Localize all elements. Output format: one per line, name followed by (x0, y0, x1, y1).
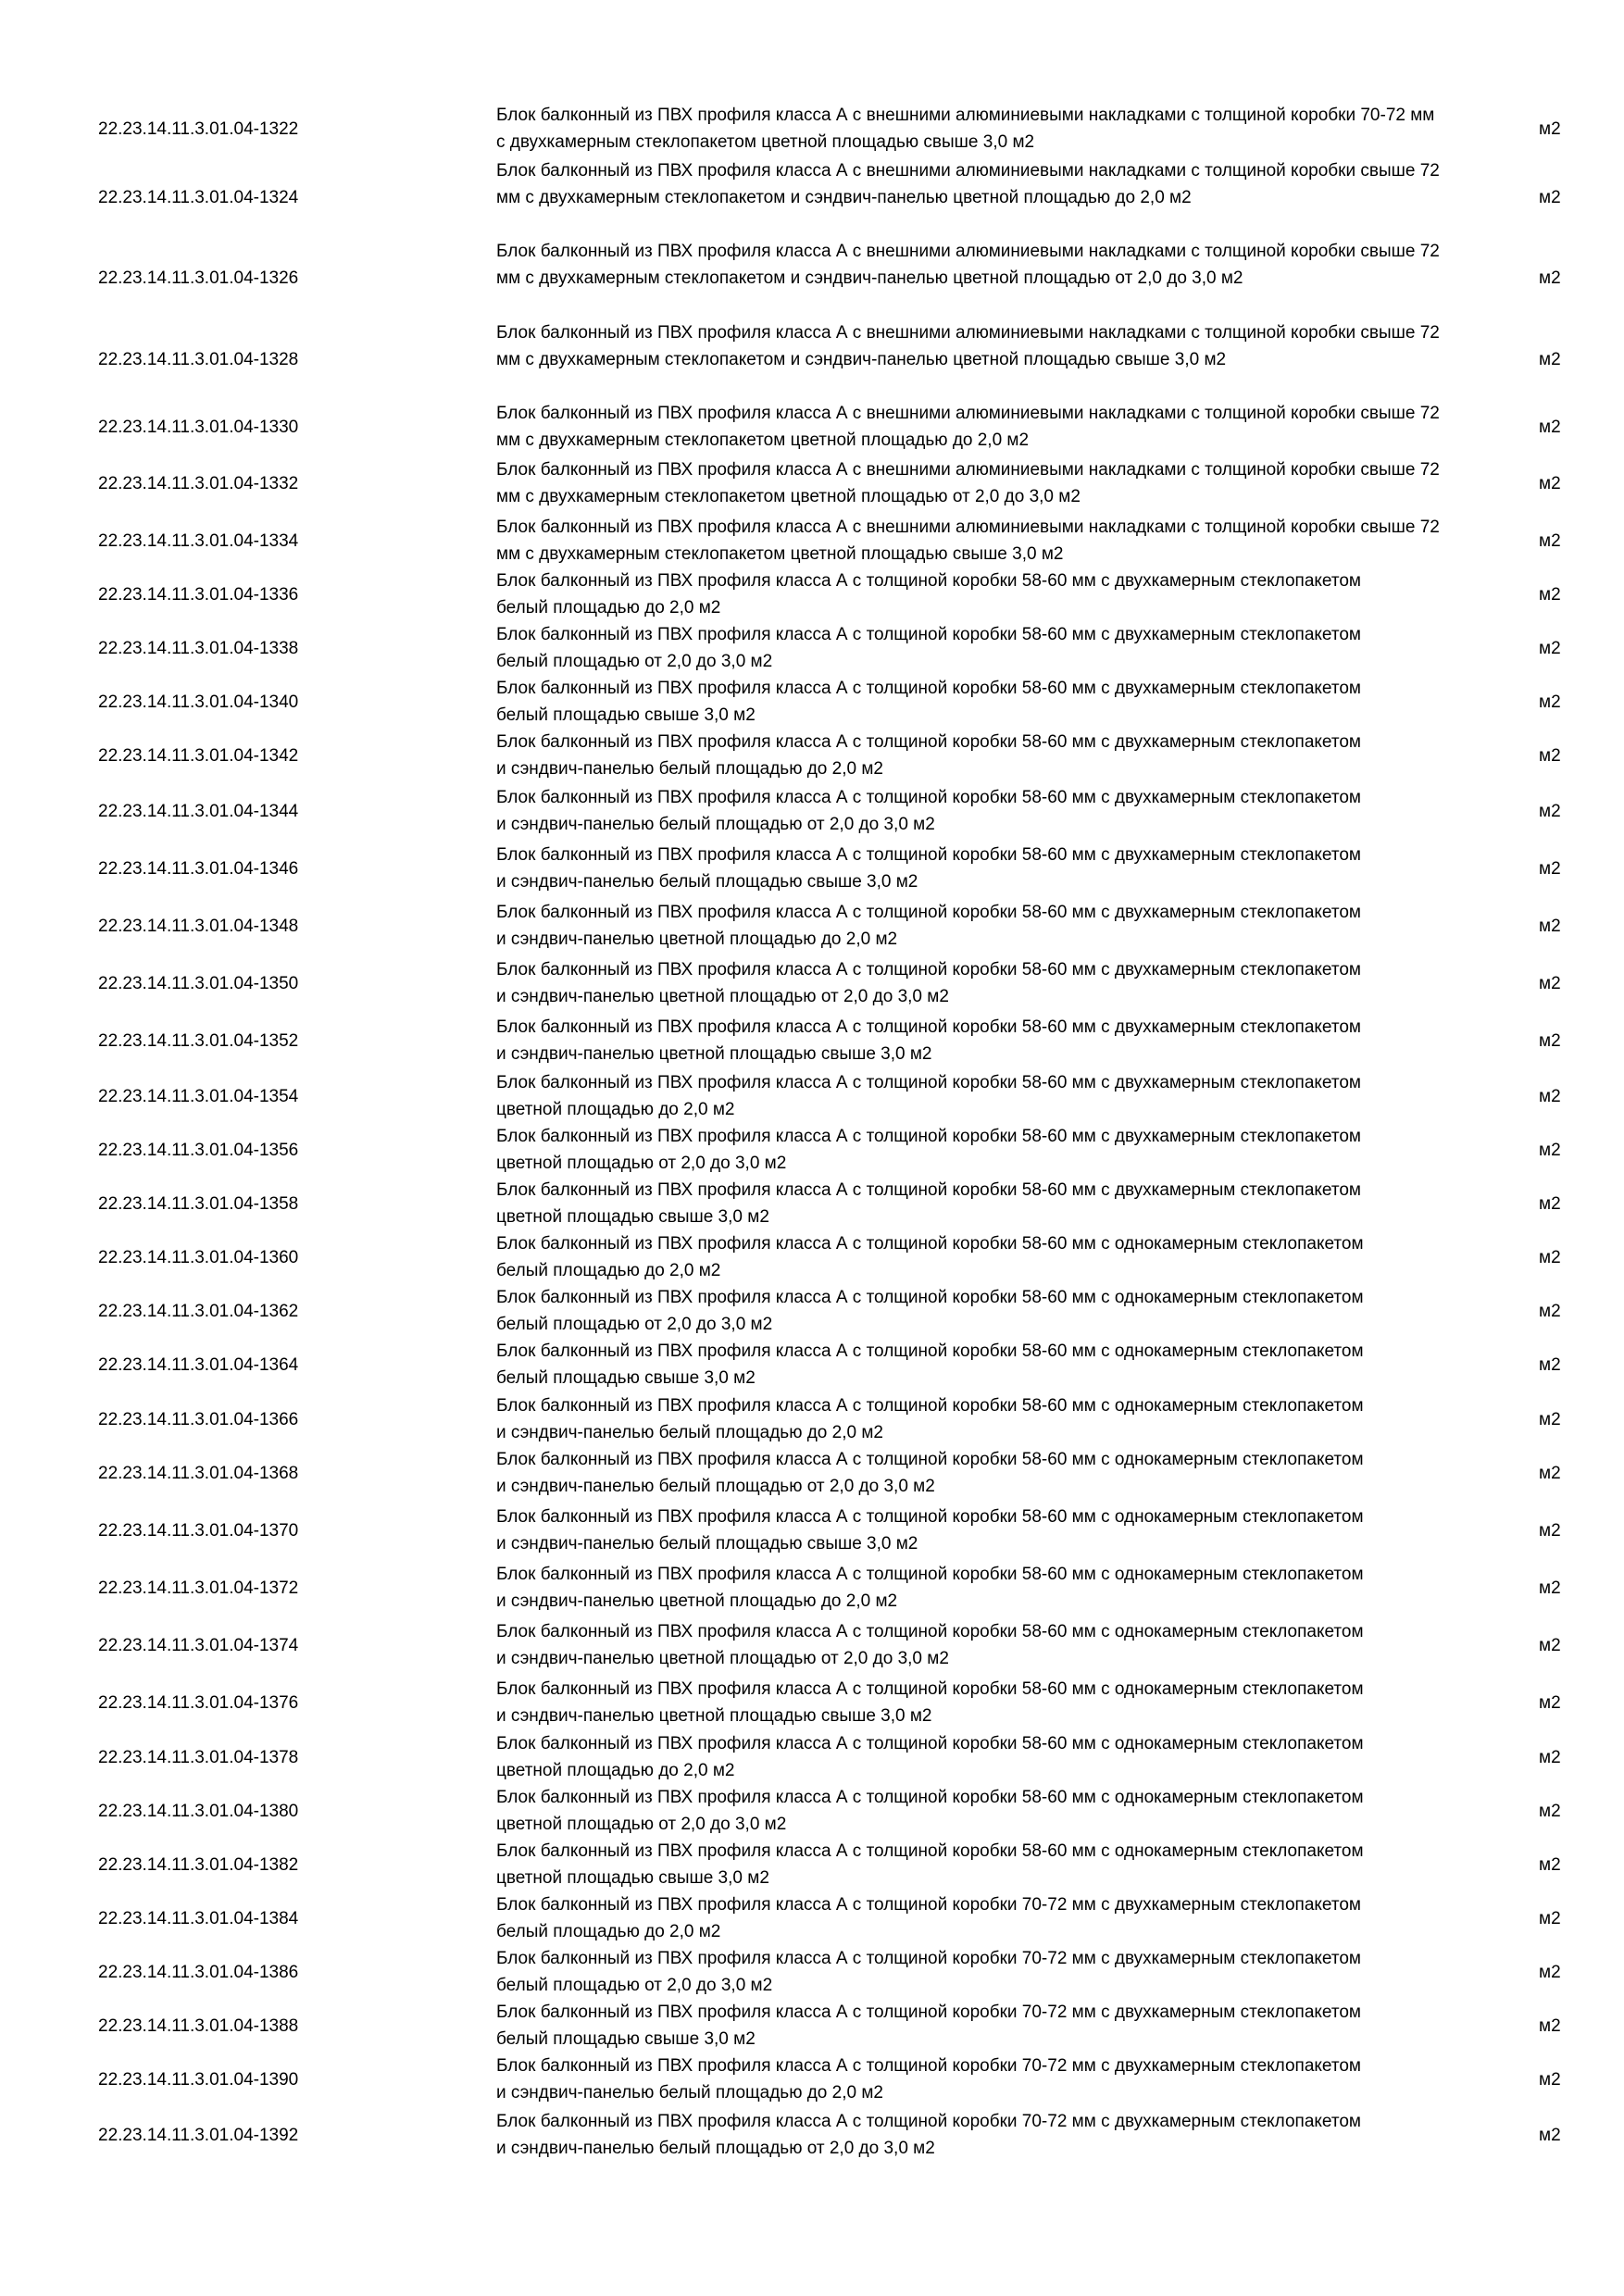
row-unit: м2 (1539, 746, 1561, 766)
row-unit: м2 (1539, 418, 1561, 437)
table-row (0, 1676, 1624, 1728)
table-row (0, 899, 1624, 952)
row-unit: м2 (1539, 188, 1561, 207)
row-unit: м2 (1539, 2126, 1561, 2145)
row-description: Блок балконный из ПВХ профиля класса А с толщиной коробки 58-60 мм с однокамерным стеклопакетом и сэндвич-панелью цветной площадью от 2,0 до 3,0 м2 (496, 1622, 1364, 1668)
row-unit: м2 (1539, 1636, 1561, 1655)
table-row (0, 1618, 1624, 1671)
row-code: 22.23.14.11.3.01.04-1364 (98, 1355, 299, 1375)
row-description: Блок балконный из ПВХ профиля класса А с толщиной коробки 70-72 мм с двухкамерным стеклопакетом и сэндвич-панелью белый площадью до 2,0 м2 (496, 2056, 1361, 2103)
table-row (0, 675, 1624, 728)
row-code: 22.23.14.11.3.01.04-1366 (98, 1410, 299, 1429)
row-code: 22.23.14.11.3.01.04-1358 (98, 1194, 299, 1214)
row-description: Блок балконный из ПВХ профиля класса А с толщиной коробки 58-60 мм с двухкамерным стеклопакетом и сэндвич-панелью цветной площадью от 2,0 до 3,0 м2 (496, 960, 1361, 1006)
table-row (0, 1284, 1624, 1337)
row-description: Блок балконный из ПВХ профиля класса А с толщиной коробки 58-60 мм с двухкамерным стеклопакетом белый площадью свыше 3,0 м2 (496, 679, 1361, 725)
row-unit: м2 (1539, 1802, 1561, 1821)
table-row (0, 1014, 1624, 1067)
row-description: Блок балконный из ПВХ профиля класса А с толщиной коробки 58-60 мм с двухкамерным стеклопакетом и сэндвич-панелью белый площадью от 2,0 до 3,0 м2 (496, 788, 1361, 834)
row-unit: м2 (1539, 1248, 1561, 1267)
row-description: Блок балконный из ПВХ профиля класса А с толщиной коробки 70-72 мм с двухкамерным стеклопакетом и сэндвич-панелью белый площадью от 2,0 до 3,0 м2 (496, 2112, 1361, 2158)
row-code: 22.23.14.11.3.01.04-1384 (98, 1909, 299, 1928)
row-description: Блок балконный из ПВХ профиля класса А с толщиной коробки 58-60 мм с однокамерным стеклопакетом белый площадью до 2,0 м2 (496, 1234, 1364, 1280)
row-description: Блок балконный из ПВХ профиля класса А с толщиной коробки 58-60 мм с однокамерным стеклопакетом и сэндвич-панелью белый площадью от 2,0 до 3,0 м2 (496, 1450, 1364, 1496)
row-code: 22.23.14.11.3.01.04-1346 (98, 859, 299, 879)
row-unit: м2 (1539, 917, 1561, 936)
table-row (0, 1177, 1624, 1229)
row-code: 22.23.14.11.3.01.04-1386 (98, 1963, 299, 1982)
row-unit: м2 (1539, 802, 1561, 821)
row-description: Блок балконный из ПВХ профиля класса А с толщиной коробки 58-60 мм с однокамерным стеклопакетом белый площадью от 2,0 до 3,0 м2 (496, 1288, 1364, 1334)
table-row (0, 1230, 1624, 1283)
table-row (0, 1338, 1624, 1391)
table-row (0, 319, 1624, 399)
row-code: 22.23.14.11.3.01.04-1326 (98, 268, 299, 288)
row-code: 22.23.14.11.3.01.04-1344 (98, 802, 299, 821)
row-description: Блок балконный из ПВХ профиля класса А с внешними алюминиевыми накладками с толщиной коробки свыше 72 мм с двухкамерным стеклопакетом и сэндвич-панелью цветной площадью свыше 3,0 м2 (496, 323, 1440, 369)
row-description: Блок балконный из ПВХ профиля класса А с толщиной коробки 58-60 мм с однокамерным стеклопакетом и сэндвич-панелью белый площадью до 2,0 м2 (496, 1396, 1364, 1442)
row-code: 22.23.14.11.3.01.04-1388 (98, 2016, 299, 2036)
row-code: 22.23.14.11.3.01.04-1354 (98, 1087, 299, 1106)
row-description: Блок балконный из ПВХ профиля класса А с толщиной коробки 58-60 мм с двухкамерным стеклопакетом белый площадью от 2,0 до 3,0 м2 (496, 625, 1361, 671)
row-code: 22.23.14.11.3.01.04-1332 (98, 474, 299, 493)
row-description: Блок балконный из ПВХ профиля класса А с толщиной коробки 70-72 мм с двухкамерным стеклопакетом белый площадью до 2,0 м2 (496, 1895, 1361, 1941)
row-description: Блок балконный из ПВХ профиля класса А с внешними алюминиевыми накладками с толщиной коробки свыше 72 мм с двухкамерным стеклопакетом и сэндвич-панелью цветной площадью от 2,0 до 3,0 м2 (496, 242, 1440, 288)
table-row (0, 956, 1624, 1009)
row-unit: м2 (1539, 693, 1561, 712)
row-code: 22.23.14.11.3.01.04-1350 (98, 974, 299, 993)
row-code: 22.23.14.11.3.01.04-1370 (98, 1521, 299, 1541)
row-description: Блок балконный из ПВХ профиля класса А с толщиной коробки 58-60 мм с двухкамерным стеклопакетом и сэндвич-панелью цветной площадью до 2,0 м2 (496, 903, 1361, 949)
table-row (0, 1891, 1624, 1944)
row-code: 22.23.14.11.3.01.04-1352 (98, 1031, 299, 1051)
row-unit: м2 (1539, 1087, 1561, 1106)
table-row (0, 514, 1624, 567)
row-code: 22.23.14.11.3.01.04-1324 (98, 188, 299, 207)
row-description: Блок балконный из ПВХ профиля класса А с толщиной коробки 58-60 мм с однокамерным стеклопакетом и сэндвич-панелью белый площадью свыше 3,0 м2 (496, 1507, 1364, 1554)
row-code: 22.23.14.11.3.01.04-1330 (98, 418, 299, 437)
row-code: 22.23.14.11.3.01.04-1328 (98, 350, 299, 369)
row-description: Блок балконный из ПВХ профиля класса А с внешними алюминиевыми накладками с толщиной коробки свыше 72 мм с двухкамерным стеклопакетом и сэндвич-панелью цветной площадью до 2,0 м2 (496, 161, 1440, 207)
row-description: Блок балконный из ПВХ профиля класса А с внешними алюминиевыми накладками с толщиной коробки 70-72 мм с двухкамерным стеклопакетом цветной площадью свыше 3,0 м2 (496, 106, 1435, 152)
row-unit: м2 (1539, 974, 1561, 993)
row-code: 22.23.14.11.3.01.04-1348 (98, 917, 299, 936)
row-description: Блок балконный из ПВХ профиля класса А с внешними алюминиевыми накладками с толщиной коробки свыше 72 мм с двухкамерным стеклопакетом цветной площадью до 2,0 м2 (496, 404, 1440, 450)
row-description: Блок балконный из ПВХ профиля класса А с толщиной коробки 70-72 мм с двухкамерным стеклопакетом белый площадью свыше 3,0 м2 (496, 2003, 1361, 2049)
row-code: 22.23.14.11.3.01.04-1378 (98, 1748, 299, 1767)
row-unit: м2 (1539, 2016, 1561, 2036)
row-code: 22.23.14.11.3.01.04-1342 (98, 746, 299, 766)
row-description: Блок балконный из ПВХ профиля класса А с толщиной коробки 58-60 мм с двухкамерным стеклопакетом и сэндвич-панелью белый площадью до 2,0 м2 (496, 732, 1361, 779)
row-unit: м2 (1539, 1031, 1561, 1051)
table-row (0, 1730, 1624, 1783)
table-row (0, 1561, 1624, 1614)
row-unit: м2 (1539, 1748, 1561, 1767)
row-code: 22.23.14.11.3.01.04-1360 (98, 1248, 299, 1267)
row-description: Блок балконный из ПВХ профиля класса А с толщиной коробки 58-60 мм с двухкамерным стеклопакетом белый площадью до 2,0 м2 (496, 571, 1361, 618)
row-unit: м2 (1539, 585, 1561, 605)
row-code: 22.23.14.11.3.01.04-1372 (98, 1578, 299, 1598)
table-row (0, 1838, 1624, 1890)
table-row (0, 1446, 1624, 1499)
row-code: 22.23.14.11.3.01.04-1362 (98, 1302, 299, 1321)
row-code: 22.23.14.11.3.01.04-1374 (98, 1636, 299, 1655)
table-row (0, 1945, 1624, 1998)
table-row (0, 1784, 1624, 1837)
table-row (0, 1392, 1624, 1445)
row-unit: м2 (1539, 1578, 1561, 1598)
row-description: Блок балконный из ПВХ профиля класса А с толщиной коробки 58-60 мм с двухкамерным стеклопакетом цветной площадью от 2,0 до 3,0 м2 (496, 1127, 1361, 1173)
row-description: Блок балконный из ПВХ профиля класса А с толщиной коробки 58-60 мм с однокамерным стеклопакетом и сэндвич-панелью цветной площадью до 2,0 м2 (496, 1565, 1364, 1611)
row-description: Блок балконный из ПВХ профиля класса А с толщиной коробки 58-60 мм с однокамерным стеклопакетом цветной площадью от 2,0 до 3,0 м2 (496, 1788, 1364, 1834)
row-description: Блок балконный из ПВХ профиля класса А с толщиной коробки 58-60 мм с двухкамерным стеклопакетом цветной площадью до 2,0 м2 (496, 1073, 1361, 1119)
row-description: Блок балконный из ПВХ профиля класса А с толщиной коробки 58-60 мм с двухкамерным стеклопакетом и сэндвич-панелью белый площадью свыше 3,0 м2 (496, 845, 1361, 892)
row-description: Блок балконный из ПВХ профиля класса А с толщиной коробки 58-60 мм с однокамерным стеклопакетом цветной площадью свыше 3,0 м2 (496, 1841, 1364, 1888)
row-description: Блок балконный из ПВХ профиля класса А с толщиной коробки 58-60 мм с двухкамерным стеклопакетом и сэндвич-панелью цветной площадью свыше 3,0 м2 (496, 1017, 1361, 1064)
table-row (0, 238, 1624, 318)
row-unit: м2 (1539, 1963, 1561, 1982)
table-row (0, 1999, 1624, 2052)
table-row (0, 157, 1624, 236)
row-unit: м2 (1539, 1302, 1561, 1321)
row-code: 22.23.14.11.3.01.04-1340 (98, 693, 299, 712)
row-code: 22.23.14.11.3.01.04-1334 (98, 531, 299, 551)
row-description: Блок балконный из ПВХ профиля класса А с внешними алюминиевыми накладками с толщиной коробки свыше 72 мм с двухкамерным стеклопакетом цветной площадью свыше 3,0 м2 (496, 518, 1440, 564)
row-unit: м2 (1539, 639, 1561, 658)
table-row (0, 1069, 1624, 1122)
row-unit: м2 (1539, 1355, 1561, 1375)
row-code: 22.23.14.11.3.01.04-1392 (98, 2126, 299, 2145)
row-code: 22.23.14.11.3.01.04-1356 (98, 1141, 299, 1160)
row-unit: м2 (1539, 1909, 1561, 1928)
row-code: 22.23.14.11.3.01.04-1382 (98, 1855, 299, 1875)
row-unit: м2 (1539, 2070, 1561, 2090)
row-code: 22.23.14.11.3.01.04-1338 (98, 639, 299, 658)
table-row (0, 1504, 1624, 1556)
table-row (0, 1123, 1624, 1176)
row-code: 22.23.14.11.3.01.04-1390 (98, 2070, 299, 2090)
row-unit: м2 (1539, 1521, 1561, 1541)
row-unit: м2 (1539, 268, 1561, 288)
row-unit: м2 (1539, 531, 1561, 551)
table-row (0, 729, 1624, 781)
row-unit: м2 (1539, 474, 1561, 493)
row-unit: м2 (1539, 859, 1561, 879)
row-description: Блок балконный из ПВХ профиля класса А с толщиной коробки 58-60 мм с однокамерным стеклопакетом цветной площадью до 2,0 м2 (496, 1734, 1364, 1780)
table-row (0, 842, 1624, 894)
row-unit: м2 (1539, 119, 1561, 139)
table-row (0, 784, 1624, 837)
row-unit: м2 (1539, 1141, 1561, 1160)
row-unit: м2 (1539, 1410, 1561, 1429)
table-row (0, 400, 1624, 454)
table-row (0, 2053, 1624, 2105)
row-unit: м2 (1539, 1464, 1561, 1483)
table-row (0, 568, 1624, 620)
row-unit: м2 (1539, 1194, 1561, 1214)
table-row (0, 456, 1624, 509)
row-description: Блок балконный из ПВХ профиля класса А с толщиной коробки 58-60 мм с двухкамерным стеклопакетом цветной площадью свыше 3,0 м2 (496, 1180, 1361, 1227)
row-code: 22.23.14.11.3.01.04-1336 (98, 585, 299, 605)
row-code: 22.23.14.11.3.01.04-1368 (98, 1464, 299, 1483)
row-description: Блок балконный из ПВХ профиля класса А с толщиной коробки 70-72 мм с двухкамерным стеклопакетом белый площадью от 2,0 до 3,0 м2 (496, 1949, 1361, 1995)
row-description: Блок балконный из ПВХ профиля класса А с толщиной коробки 58-60 мм с однокамерным стеклопакетом белый площадью свыше 3,0 м2 (496, 1341, 1364, 1388)
row-code: 22.23.14.11.3.01.04-1376 (98, 1693, 299, 1713)
row-unit: м2 (1539, 1693, 1561, 1713)
table-row (0, 102, 1624, 155)
row-unit: м2 (1539, 1855, 1561, 1875)
row-description: Блок балконный из ПВХ профиля класса А с внешними алюминиевыми накладками с толщиной коробки свыше 72 мм с двухкамерным стеклопакетом цветной площадью от 2,0 до 3,0 м2 (496, 460, 1440, 506)
row-description: Блок балконный из ПВХ профиля класса А с толщиной коробки 58-60 мм с однокамерным стеклопакетом и сэндвич-панелью цветной площадью свыше 3,0 м2 (496, 1679, 1364, 1726)
row-unit: м2 (1539, 350, 1561, 369)
table-row (0, 2108, 1624, 2161)
row-code: 22.23.14.11.3.01.04-1322 (98, 119, 299, 139)
row-code: 22.23.14.11.3.01.04-1380 (98, 1802, 299, 1821)
table-row (0, 621, 1624, 674)
